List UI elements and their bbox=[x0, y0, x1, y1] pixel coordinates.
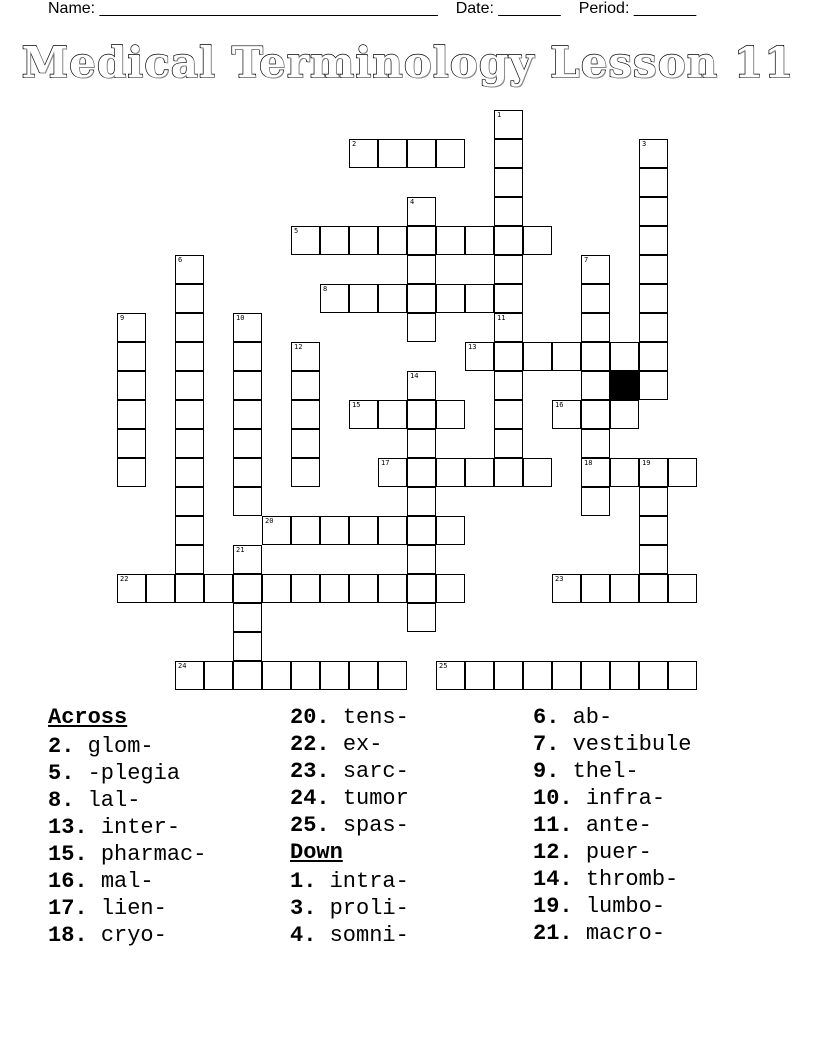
crossword-cell[interactable] bbox=[552, 661, 581, 690]
crossword-cell[interactable] bbox=[407, 574, 436, 603]
crossword-cell[interactable] bbox=[639, 197, 668, 226]
crossword-cell[interactable] bbox=[320, 226, 349, 255]
crossword-cell[interactable] bbox=[175, 371, 204, 400]
crossword-cell[interactable] bbox=[233, 429, 262, 458]
crossword-cell[interactable] bbox=[639, 168, 668, 197]
crossword-cell[interactable] bbox=[581, 487, 610, 516]
crossword-cell[interactable] bbox=[639, 371, 668, 400]
crossword-cell[interactable] bbox=[552, 574, 581, 603]
crossword-cell[interactable] bbox=[436, 400, 465, 429]
crossword-cell[interactable] bbox=[175, 342, 204, 371]
crossword-cell[interactable] bbox=[233, 603, 262, 632]
crossword-cell[interactable] bbox=[233, 371, 262, 400]
down-clue: 21. macro- bbox=[533, 921, 666, 946]
across-clue: 25. spas- bbox=[290, 813, 409, 838]
crossword-cell[interactable] bbox=[175, 429, 204, 458]
down-clue: 6. ab- bbox=[533, 705, 613, 730]
crossword-cell[interactable] bbox=[639, 313, 668, 342]
crossword-cell[interactable] bbox=[494, 458, 523, 487]
down-clue: 4. somni- bbox=[290, 923, 409, 948]
clue-number: 19 bbox=[642, 459, 651, 467]
crossword-cell[interactable] bbox=[639, 458, 668, 487]
crossword-cell[interactable] bbox=[262, 661, 291, 690]
across-clue: 22. ex- bbox=[290, 732, 383, 757]
clue-number: 13 bbox=[468, 343, 477, 351]
crossword-cell[interactable] bbox=[291, 400, 320, 429]
crossword-cell[interactable] bbox=[581, 429, 610, 458]
crossword-cell[interactable] bbox=[349, 400, 378, 429]
crossword-cell[interactable] bbox=[233, 574, 262, 603]
crossword-cell[interactable] bbox=[378, 400, 407, 429]
down-heading: Down bbox=[290, 840, 343, 865]
across-clue: 2. glom- bbox=[48, 734, 154, 759]
clue-number: 1 bbox=[497, 111, 502, 119]
crossword-cell[interactable] bbox=[407, 371, 436, 400]
crossword-cell[interactable] bbox=[494, 429, 523, 458]
crossword-cell[interactable] bbox=[233, 632, 262, 661]
crossword-cell[interactable] bbox=[436, 661, 465, 690]
crossword-cell[interactable] bbox=[494, 168, 523, 197]
crossword-cell[interactable] bbox=[494, 197, 523, 226]
crossword-cell[interactable] bbox=[610, 342, 639, 371]
clue-number: 8 bbox=[323, 285, 328, 293]
clue-number: 25 bbox=[439, 662, 448, 670]
down-clue: 11. ante- bbox=[533, 813, 652, 838]
black-cell bbox=[610, 371, 639, 400]
crossword-cell[interactable] bbox=[175, 400, 204, 429]
clue-number: 23 bbox=[555, 575, 564, 583]
crossword-cell[interactable] bbox=[639, 574, 668, 603]
crossword-cell[interactable] bbox=[523, 458, 552, 487]
crossword-cell[interactable] bbox=[117, 400, 146, 429]
across-heading: Across bbox=[48, 705, 128, 730]
crossword-cell[interactable] bbox=[378, 284, 407, 313]
crossword-cell[interactable] bbox=[407, 313, 436, 342]
crossword-cell[interactable] bbox=[639, 545, 668, 574]
clue-number: 7 bbox=[584, 256, 589, 264]
across-clue: 17. lien- bbox=[48, 896, 167, 921]
clue-column-1 bbox=[48, 704, 206, 949]
across-clue: 24. tumor bbox=[290, 786, 409, 811]
crossword-cell[interactable] bbox=[465, 284, 494, 313]
crossword-cell[interactable] bbox=[320, 516, 349, 545]
crossword-cell[interactable] bbox=[465, 661, 494, 690]
crossword-cell[interactable] bbox=[233, 545, 262, 574]
crossword-cell[interactable] bbox=[175, 313, 204, 342]
crossword-cell[interactable] bbox=[639, 661, 668, 690]
clue-number: 12 bbox=[294, 343, 303, 351]
crossword-cell[interactable] bbox=[523, 226, 552, 255]
crossword-cell[interactable] bbox=[175, 545, 204, 574]
clue-number: 18 bbox=[584, 459, 593, 467]
crossword-cell[interactable] bbox=[494, 661, 523, 690]
clue-number: 10 bbox=[236, 314, 245, 322]
crossword-cell[interactable] bbox=[378, 458, 407, 487]
crossword-cell[interactable] bbox=[407, 255, 436, 284]
crossword-cell[interactable] bbox=[233, 400, 262, 429]
crossword-cell[interactable] bbox=[581, 400, 610, 429]
crossword-cell[interactable] bbox=[581, 458, 610, 487]
crossword-cell[interactable] bbox=[494, 110, 523, 139]
crossword-cell[interactable] bbox=[291, 429, 320, 458]
crossword-cell[interactable] bbox=[639, 139, 668, 168]
clue-number: 11 bbox=[497, 314, 506, 322]
across-clue: 18. cryo- bbox=[48, 923, 167, 948]
period-field[interactable]: Period: _______ bbox=[578, 0, 697, 17]
crossword-cell[interactable] bbox=[175, 458, 204, 487]
crossword-cell[interactable] bbox=[378, 661, 407, 690]
crossword-cell[interactable] bbox=[407, 603, 436, 632]
crossword-cell[interactable] bbox=[407, 226, 436, 255]
crossword-cell[interactable] bbox=[436, 284, 465, 313]
crossword-cell[interactable] bbox=[175, 574, 204, 603]
crossword-cell[interactable] bbox=[465, 458, 494, 487]
crossword-cell[interactable] bbox=[349, 516, 378, 545]
crossword-cell[interactable] bbox=[175, 516, 204, 545]
crossword-cell[interactable] bbox=[233, 313, 262, 342]
crossword-cell[interactable] bbox=[465, 226, 494, 255]
crossword-cell[interactable] bbox=[117, 342, 146, 371]
crossword-cell[interactable] bbox=[639, 255, 668, 284]
crossword-cell[interactable] bbox=[291, 371, 320, 400]
across-clue: 15. pharmac- bbox=[48, 842, 207, 867]
crossword-cell[interactable] bbox=[175, 284, 204, 313]
crossword-cell[interactable] bbox=[320, 661, 349, 690]
crossword-cell[interactable] bbox=[523, 342, 552, 371]
crossword-cell[interactable] bbox=[204, 574, 233, 603]
crossword-cell[interactable] bbox=[436, 516, 465, 545]
crossword-cell[interactable] bbox=[581, 661, 610, 690]
crossword-cell[interactable] bbox=[494, 371, 523, 400]
clue-number: 16 bbox=[555, 401, 564, 409]
crossword-cell[interactable] bbox=[610, 574, 639, 603]
clue-number: 6 bbox=[178, 256, 183, 264]
down-clue: 10. infra- bbox=[533, 786, 666, 811]
crossword-cell[interactable] bbox=[378, 516, 407, 545]
crossword-cell[interactable] bbox=[320, 574, 349, 603]
crossword-cell[interactable] bbox=[639, 516, 668, 545]
crossword-cell[interactable] bbox=[117, 574, 146, 603]
crossword-cell[interactable] bbox=[233, 342, 262, 371]
crossword-cell[interactable] bbox=[407, 458, 436, 487]
clue-number: 15 bbox=[352, 401, 361, 409]
across-clue: 8. lal- bbox=[48, 788, 141, 813]
clue-number: 4 bbox=[410, 198, 415, 206]
date-field[interactable]: Date: _______ bbox=[455, 0, 561, 17]
crossword-cell[interactable] bbox=[581, 313, 610, 342]
name-field[interactable]: Name: ______________________________________ bbox=[48, 0, 438, 17]
crossword-cell[interactable] bbox=[668, 458, 697, 487]
crossword-cell[interactable] bbox=[407, 487, 436, 516]
crossword-cell[interactable] bbox=[233, 458, 262, 487]
crossword-cell[interactable] bbox=[494, 139, 523, 168]
crossword-cell[interactable] bbox=[436, 574, 465, 603]
page-title: Medical Terminology Lesson 11 bbox=[21, 38, 795, 87]
crossword-cell[interactable] bbox=[668, 661, 697, 690]
crossword-cell[interactable] bbox=[407, 516, 436, 545]
crossword-cell[interactable] bbox=[639, 226, 668, 255]
crossword-cell[interactable] bbox=[494, 226, 523, 255]
clue-number: 20 bbox=[265, 517, 274, 525]
across-clue: 13. inter- bbox=[48, 815, 181, 840]
crossword-cell[interactable] bbox=[581, 255, 610, 284]
across-clue: 20. tens- bbox=[290, 705, 409, 730]
clue-number: 14 bbox=[410, 372, 419, 380]
crossword-cell[interactable] bbox=[291, 458, 320, 487]
crossword-cell[interactable] bbox=[291, 342, 320, 371]
crossword-cell[interactable] bbox=[668, 574, 697, 603]
crossword-cell[interactable] bbox=[175, 255, 204, 284]
down-clue: 12. puer- bbox=[533, 840, 652, 865]
clue-number: 24 bbox=[178, 662, 187, 670]
down-clue: 9. thel- bbox=[533, 759, 639, 784]
crossword-cell[interactable] bbox=[494, 400, 523, 429]
crossword-cell[interactable] bbox=[291, 516, 320, 545]
crossword-cell[interactable] bbox=[349, 574, 378, 603]
crossword-cell[interactable] bbox=[407, 400, 436, 429]
crossword-cell[interactable] bbox=[291, 574, 320, 603]
clue-number: 17 bbox=[381, 459, 390, 467]
crossword-cell[interactable] bbox=[581, 574, 610, 603]
crossword-cell[interactable] bbox=[117, 429, 146, 458]
crossword-cell[interactable] bbox=[581, 371, 610, 400]
crossword-cell[interactable] bbox=[117, 313, 146, 342]
down-clue: 1. intra- bbox=[290, 869, 409, 894]
crossword-cell[interactable] bbox=[610, 458, 639, 487]
clue-number: 21 bbox=[236, 546, 245, 554]
crossword-cell[interactable] bbox=[639, 342, 668, 371]
clue-number: 2 bbox=[352, 140, 357, 148]
crossword-cell[interactable] bbox=[552, 400, 581, 429]
across-clue: 5. -plegia bbox=[48, 761, 181, 786]
crossword-cell[interactable] bbox=[407, 197, 436, 226]
crossword-cell[interactable] bbox=[581, 284, 610, 313]
crossword-cell[interactable] bbox=[610, 661, 639, 690]
crossword-cell[interactable] bbox=[349, 226, 378, 255]
crossword-cell[interactable] bbox=[320, 284, 349, 313]
crossword-cell[interactable] bbox=[378, 139, 407, 168]
clue-number: 9 bbox=[120, 314, 125, 322]
crossword-cell[interactable] bbox=[146, 574, 175, 603]
crossword-cell[interactable] bbox=[204, 661, 233, 690]
crossword-cell[interactable] bbox=[291, 661, 320, 690]
crossword-cell[interactable] bbox=[494, 255, 523, 284]
crossword-cell[interactable] bbox=[407, 545, 436, 574]
crossword-cell[interactable] bbox=[378, 574, 407, 603]
crossword-cell[interactable] bbox=[639, 487, 668, 516]
crossword-cell[interactable] bbox=[639, 284, 668, 313]
crossword-cell[interactable] bbox=[262, 574, 291, 603]
clue-number: 3 bbox=[642, 140, 647, 148]
crossword-cell[interactable] bbox=[262, 516, 291, 545]
crossword-cell[interactable] bbox=[581, 342, 610, 371]
crossword-cell[interactable] bbox=[233, 487, 262, 516]
crossword-cell[interactable] bbox=[291, 226, 320, 255]
down-clue: 14. thromb- bbox=[533, 867, 679, 892]
crossword-cell[interactable] bbox=[349, 139, 378, 168]
crossword-cell[interactable] bbox=[175, 661, 204, 690]
crossword-cell[interactable] bbox=[378, 226, 407, 255]
crossword-cell[interactable] bbox=[117, 371, 146, 400]
crossword-cell[interactable] bbox=[407, 284, 436, 313]
across-clue: 16. mal- bbox=[48, 869, 154, 894]
clue-number: 5 bbox=[294, 227, 299, 235]
crossword-cell[interactable] bbox=[436, 226, 465, 255]
crossword-cell[interactable] bbox=[465, 342, 494, 371]
crossword-cell[interactable] bbox=[552, 342, 581, 371]
crossword-cell[interactable] bbox=[610, 400, 639, 429]
crossword-cell[interactable] bbox=[349, 284, 378, 313]
crossword-cell[interactable] bbox=[175, 487, 204, 516]
clue-column-3 bbox=[533, 704, 691, 947]
crossword-cell[interactable] bbox=[436, 458, 465, 487]
crossword-cell[interactable] bbox=[349, 661, 378, 690]
crossword-cell[interactable] bbox=[233, 661, 262, 690]
crossword-cell[interactable] bbox=[117, 458, 146, 487]
crossword-cell[interactable] bbox=[494, 284, 523, 313]
down-clue: 19. lumbo- bbox=[533, 894, 666, 919]
crossword-cell[interactable] bbox=[494, 313, 523, 342]
down-clue: 7. vestibule bbox=[533, 732, 692, 757]
down-clue: 3. proli- bbox=[290, 896, 409, 921]
crossword-cell[interactable] bbox=[436, 139, 465, 168]
crossword-cell[interactable] bbox=[407, 139, 436, 168]
crossword-cell[interactable] bbox=[407, 429, 436, 458]
crossword-cell[interactable] bbox=[494, 342, 523, 371]
crossword-cell[interactable] bbox=[523, 661, 552, 690]
clue-number: 22 bbox=[120, 575, 129, 583]
across-clue: 23. sarc- bbox=[290, 759, 409, 784]
clue-column-2 bbox=[290, 704, 409, 949]
